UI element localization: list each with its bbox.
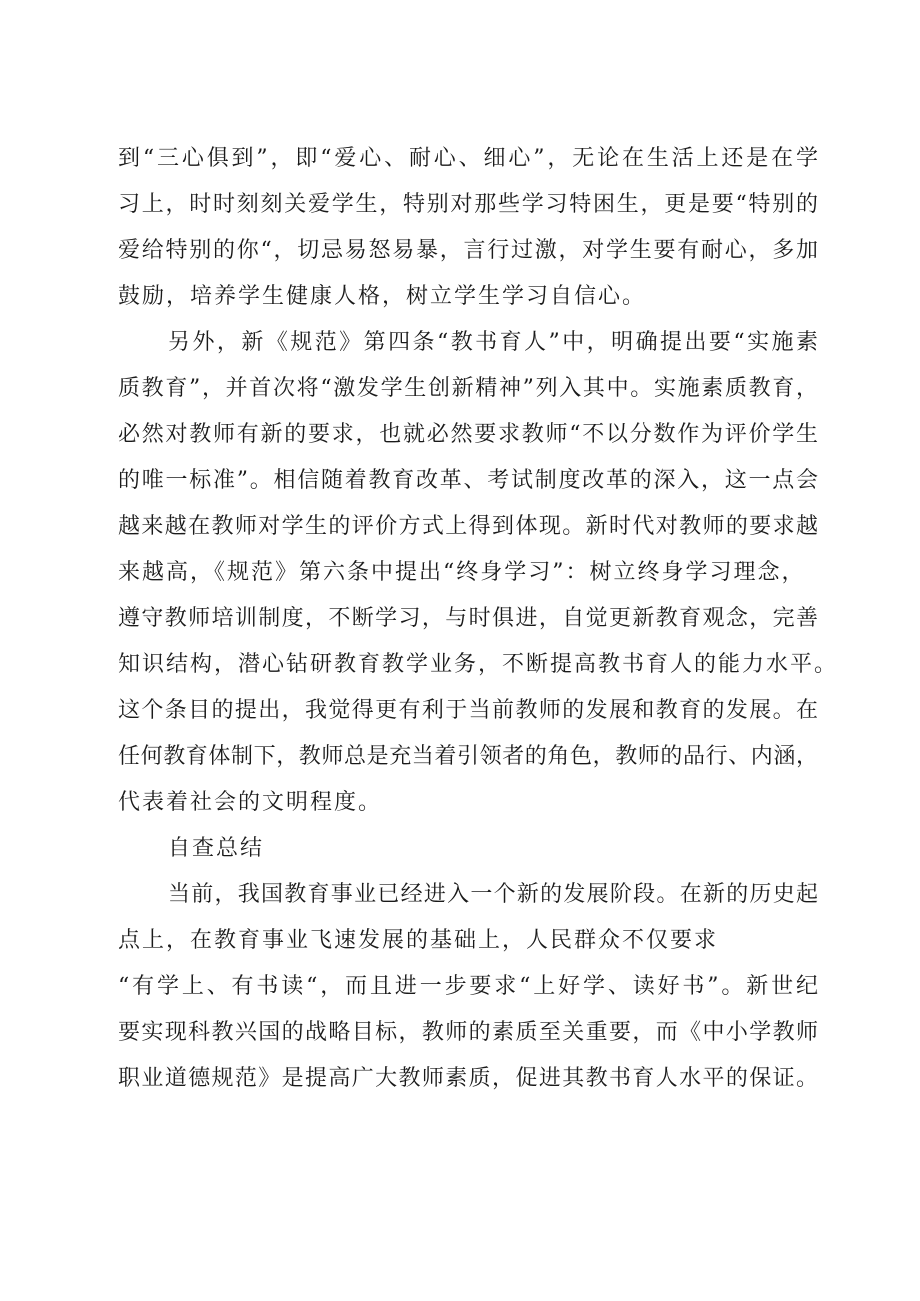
- text-line: 另外，新《规范》第四条“教书育人”中，明确提出要“实施素: [168, 330, 818, 355]
- text-line: 越来越在教师对学生的评价方式上得到体现。新时代对教师的要求越: [118, 514, 818, 539]
- paragraph-3: [118, 872, 818, 1102]
- text-line: 代表着社会的文明程度。: [118, 790, 383, 815]
- text-line: 质教育”，并首次将“激发学生创新精神”列入其中。实施素质教育，: [118, 376, 818, 401]
- paragraph-2: [118, 320, 839, 826]
- text-line: 必然对教师有新的要求，也就必然要求教师“不以分数作为评价学生: [118, 422, 818, 447]
- text-line: 爱给特别的你“，切忌易怒易暴，言行过激，对学生要有耐心，多加: [118, 238, 818, 263]
- text-line: 到“三心俱到”，即“爱心、耐心、细心”，无论在生活上还是在学: [118, 146, 818, 171]
- text-line: 这个条目的提出，我觉得更有利于当前教师的发展和教育的发展。在: [118, 698, 818, 723]
- text-line: 的唯一标准”。相信随着教育改革、考试制度改革的深入，这一点会: [118, 468, 818, 493]
- text-line: 职业道德规范》是提高广大教师素质，促进其教书育人水平的保证。: [118, 1066, 818, 1091]
- text-line: 知识结构，潜心钻研教育教学业务，不断提高教书育人的能力水平。: [118, 652, 839, 677]
- heading-text: 自查总结: [168, 836, 265, 861]
- paragraph-1: [118, 136, 818, 320]
- text-line: 任何教育体制下，教师总是充当着引领者的角色，教师的品行、内涵，: [118, 744, 818, 769]
- text-line: 当前，我国教育事业已经进入一个新的发展阶段。在新的历史起: [168, 882, 818, 907]
- text-line: 来越高，《规范》第六条中提出“终身学习”：树立终身学习理念，: [118, 560, 806, 585]
- text-line: 要实现科教兴国的战略目标，教师的素质至关重要，而《中小学教师: [118, 1020, 818, 1045]
- text-line: “有学上、有书读“，而且进一步要求“上好学、读好书”。新世纪: [118, 974, 818, 999]
- text-line: 鼓励，培养学生健康人格，树立学生学习自信心。: [118, 284, 647, 309]
- text-line: 习上，时时刻刻关爱学生，特别对那些学习特困生，更是要“特别的: [118, 192, 818, 217]
- text-line: 点上，在教育事业飞速发展的基础上，人民群众不仅要求: [118, 928, 719, 953]
- section-heading: [118, 826, 818, 872]
- text-line: 遵守教师培训制度，不断学习，与时俱进，自觉更新教育观念，完善: [118, 606, 818, 631]
- document-page: [118, 136, 839, 1102]
